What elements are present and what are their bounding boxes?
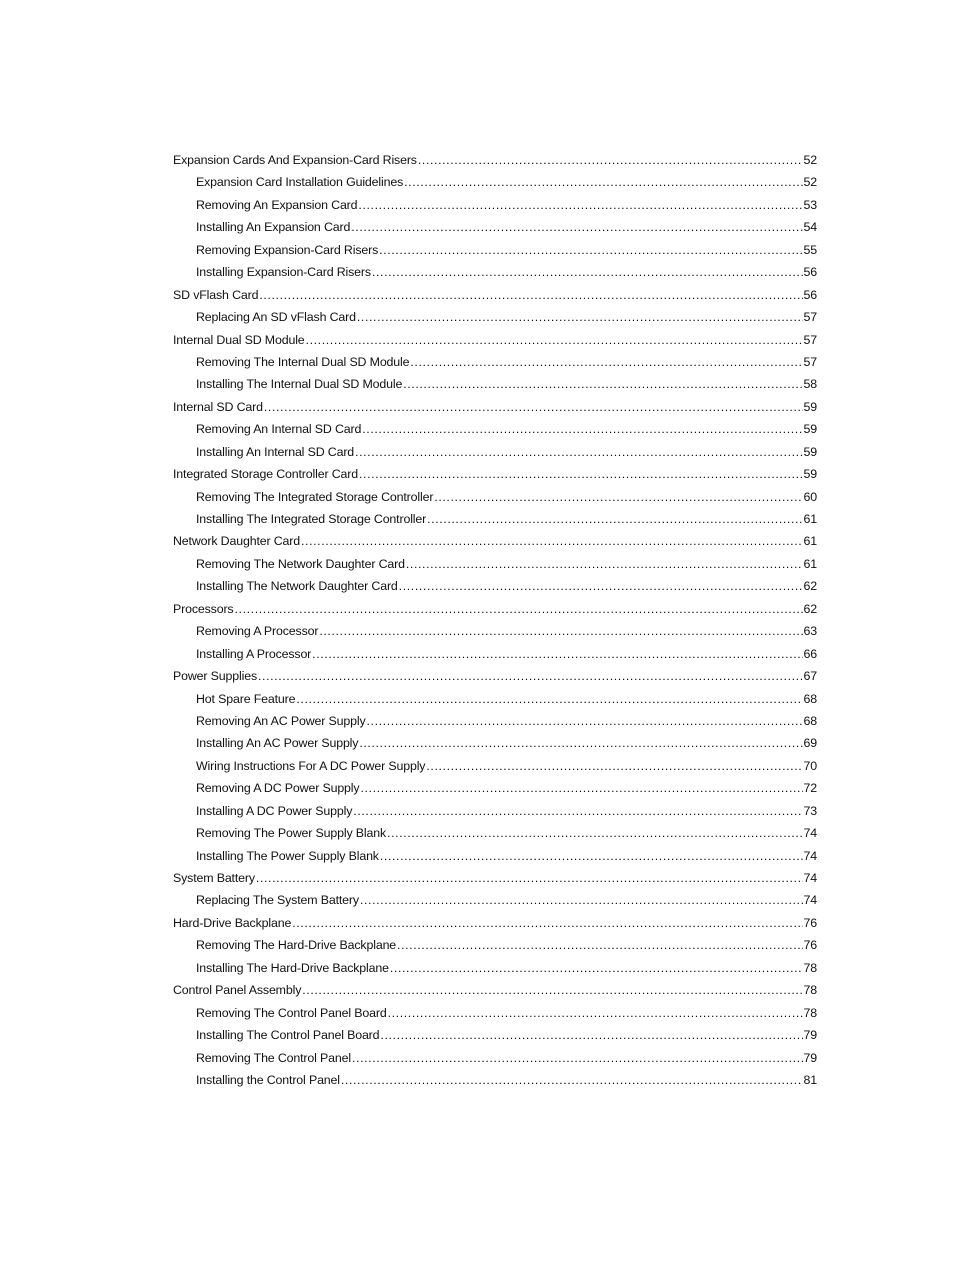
toc-entry[interactable]	[173, 508, 817, 530]
dot-leader	[292, 912, 802, 934]
dot-leader	[306, 329, 803, 351]
toc-entry-title: Removing The Control Panel	[196, 1050, 351, 1065]
toc-entry[interactable]	[173, 620, 817, 642]
toc-entry-page-number: 67	[803, 669, 817, 684]
toc-entry-title: Hot Spare Feature	[196, 691, 296, 706]
dot-leader	[359, 463, 803, 485]
toc-entry-title: Installing An Expansion Card	[196, 220, 351, 235]
dot-leader	[264, 396, 803, 418]
dot-leader	[353, 800, 802, 822]
dot-leader	[296, 688, 802, 710]
toc-entry-page-number: 74	[803, 893, 817, 908]
toc-entry[interactable]	[173, 867, 817, 889]
toc-entry-page-number: 79	[803, 1050, 817, 1065]
toc-entry-title: Installing An Internal SD Card	[196, 444, 355, 459]
toc-entry-title: Removing The Control Panel Board	[196, 1005, 387, 1020]
toc-entry-page-number: 61	[803, 534, 817, 549]
dot-leader	[357, 306, 803, 328]
toc-entry[interactable]	[173, 889, 817, 911]
toc-entry-page-number: 54	[803, 220, 817, 235]
toc-entry-title: Removing A Processor	[196, 624, 319, 639]
dot-leader	[355, 441, 802, 463]
toc-entry[interactable]	[173, 149, 817, 171]
toc-entry-title: Removing The Network Daughter Card	[196, 556, 405, 571]
toc-entry-title: Installing A DC Power Supply	[196, 803, 353, 818]
toc-entry-page-number: 68	[803, 713, 817, 728]
toc-entry[interactable]	[173, 351, 817, 373]
toc-entry-title: Installing The Internal Dual SD Module	[196, 377, 403, 392]
dot-leader	[256, 867, 803, 889]
toc-entry[interactable]	[173, 979, 817, 1001]
toc-entry[interactable]	[173, 396, 817, 418]
dot-leader	[404, 171, 802, 193]
toc-entry[interactable]	[173, 216, 817, 238]
dot-leader	[319, 620, 802, 642]
toc-entry-title: SD vFlash Card	[173, 287, 259, 302]
toc-entry[interactable]	[173, 912, 817, 934]
toc-entry-title: Removing The Internal Dual SD Module	[196, 354, 410, 369]
toc-entry[interactable]	[173, 171, 817, 193]
toc-entry[interactable]	[173, 306, 817, 328]
toc-entry-title: Installing The Hard-Drive Backplane	[196, 960, 389, 975]
toc-entry-title: Installing The Control Panel Board	[196, 1028, 380, 1043]
toc-entry-page-number: 53	[803, 197, 817, 212]
dot-leader	[387, 822, 802, 844]
dot-leader	[351, 216, 802, 238]
toc-entry-title: Replacing An SD vFlash Card	[196, 310, 356, 325]
table-of-contents	[173, 149, 817, 1091]
dot-leader	[410, 351, 802, 373]
toc-entry-title: Replacing The System Battery	[196, 893, 359, 908]
toc-entry[interactable]	[173, 329, 817, 351]
toc-entry[interactable]	[173, 575, 817, 597]
dot-leader	[362, 418, 802, 440]
toc-entry-page-number: 52	[803, 175, 817, 190]
toc-entry-title: Installing The Network Daughter Card	[196, 579, 398, 594]
dot-leader	[380, 1024, 802, 1046]
dot-leader	[372, 261, 803, 283]
toc-entry-page-number: 79	[803, 1028, 817, 1043]
toc-entry-title: Installing The Integrated Storage Controller	[196, 512, 427, 526]
toc-entry-page-number: 56	[803, 265, 817, 280]
toc-entry[interactable]	[173, 688, 817, 710]
toc-entry-title: Removing An Internal SD Card	[196, 422, 362, 437]
toc-entry-page-number: 59	[803, 422, 817, 437]
toc-entry[interactable]	[173, 418, 817, 440]
toc-entry-page-number: 78	[803, 960, 817, 975]
toc-entry-page-number: 58	[803, 377, 817, 392]
toc-entry-title: Internal SD Card	[173, 399, 263, 414]
toc-entry[interactable]	[173, 373, 817, 395]
toc-entry-page-number: 61	[803, 512, 817, 526]
toc-entry-title: Installing the Control Panel	[196, 1072, 340, 1087]
toc-entry[interactable]	[173, 1069, 817, 1091]
toc-entry[interactable]	[173, 710, 817, 732]
dot-leader	[234, 598, 802, 620]
dot-leader	[312, 643, 802, 665]
toc-entry[interactable]	[173, 239, 817, 261]
toc-entry-page-number: 74	[803, 871, 817, 885]
toc-entry[interactable]	[173, 553, 817, 575]
toc-entry-page-number: 59	[803, 467, 817, 482]
toc-entry[interactable]	[173, 822, 817, 844]
dot-leader	[259, 284, 802, 306]
dot-leader	[426, 755, 802, 777]
toc-entry[interactable]	[173, 665, 817, 687]
dot-leader	[434, 486, 802, 508]
toc-entry-title: Control Panel Assembly	[173, 983, 302, 998]
toc-entry[interactable]	[173, 643, 817, 665]
toc-entry[interactable]	[173, 957, 817, 979]
toc-entry-title: Removing The Hard-Drive Backplane	[196, 938, 397, 953]
toc-entry-title: Removing An AC Power Supply	[196, 713, 366, 728]
toc-entry-page-number: 68	[803, 691, 817, 706]
dot-leader	[302, 979, 802, 1001]
toc-entry-page-number: 57	[803, 332, 817, 347]
toc-entry[interactable]	[173, 1024, 817, 1046]
toc-entry-title: Installing A Processor	[196, 646, 312, 661]
toc-entry-title: Removing Expansion-Card Risers	[196, 242, 379, 257]
toc-entry-title: Installing The Power Supply Blank	[196, 848, 379, 863]
toc-entry[interactable]	[173, 800, 817, 822]
toc-entry[interactable]	[173, 530, 817, 552]
toc-entry-title: Power Supplies	[173, 669, 257, 684]
toc-entry-title: Network Daughter Card	[173, 534, 301, 549]
toc-entry[interactable]	[173, 441, 817, 463]
toc-entry-page-number: 56	[803, 287, 817, 302]
dot-leader	[397, 934, 802, 956]
toc-entry-page-number: 76	[803, 938, 817, 953]
toc-entry-page-number: 74	[803, 826, 817, 841]
toc-entry[interactable]	[173, 261, 817, 283]
dot-leader	[390, 957, 803, 979]
toc-entry-page-number: 62	[803, 579, 817, 594]
toc-entry-page-number: 66	[803, 646, 817, 661]
dot-leader	[352, 1047, 803, 1069]
toc-entry-title: Integrated Storage Controller Card	[173, 467, 358, 482]
toc-entry-title: Removing A DC Power Supply	[196, 781, 360, 796]
dot-leader	[359, 732, 802, 754]
toc-entry-title: Removing The Integrated Storage Controller	[196, 489, 434, 504]
toc-entry-page-number: 81	[803, 1072, 817, 1087]
toc-entry-page-number: 60	[803, 489, 817, 504]
toc-entry-page-number: 76	[803, 915, 817, 930]
dot-leader	[367, 710, 803, 732]
toc-entry[interactable]	[173, 463, 817, 485]
toc-entry-title: Expansion Card Installation Guidelines	[196, 175, 404, 190]
dot-leader	[399, 575, 803, 597]
toc-entry[interactable]	[173, 845, 817, 867]
toc-entry-title: Processors	[173, 601, 234, 616]
toc-entry-page-number: 72	[803, 781, 817, 796]
toc-entry-title: System Battery	[173, 871, 255, 885]
toc-entry[interactable]	[173, 755, 817, 777]
toc-entry[interactable]	[173, 732, 817, 754]
toc-entry[interactable]	[173, 1047, 817, 1069]
toc-entry-title: Hard-Drive Backplane	[173, 915, 292, 930]
dot-leader	[379, 239, 802, 261]
toc-entry-page-number: 70	[803, 758, 817, 773]
dot-leader	[388, 1002, 803, 1024]
toc-entry-page-number: 62	[803, 601, 817, 616]
toc-entry[interactable]	[173, 777, 817, 799]
toc-entry-title: Removing The Power Supply Blank	[196, 826, 387, 841]
toc-entry[interactable]	[173, 284, 817, 306]
toc-entry-page-number: 52	[803, 153, 817, 167]
dot-leader	[360, 889, 803, 911]
toc-entry-title: Installing An AC Power Supply	[196, 736, 359, 751]
dot-leader	[406, 553, 803, 575]
dot-leader	[341, 1069, 803, 1091]
toc-entry-title: Internal Dual SD Module	[173, 332, 305, 347]
dot-leader	[258, 665, 803, 687]
toc-entry-title: Expansion Cards And Expansion-Card Risers	[173, 153, 417, 167]
toc-entry-page-number: 55	[803, 242, 817, 257]
toc-entry[interactable]	[173, 1002, 817, 1024]
dot-leader	[427, 508, 802, 530]
toc-entry-page-number: 59	[803, 444, 817, 459]
toc-entry-page-number: 78	[803, 1005, 817, 1020]
toc-entry-title: Wiring Instructions For A DC Power Supply	[196, 758, 426, 773]
toc-entry-page-number: 78	[803, 983, 817, 998]
dot-leader	[380, 845, 803, 867]
toc-entry[interactable]	[173, 486, 817, 508]
dot-leader	[403, 373, 802, 395]
toc-entry[interactable]	[173, 598, 817, 620]
toc-entry[interactable]	[173, 934, 817, 956]
toc-entry-page-number: 63	[803, 624, 817, 639]
toc-entry-page-number: 74	[803, 848, 817, 863]
toc-entry-page-number: 57	[803, 310, 817, 325]
dot-leader	[301, 530, 803, 552]
dot-leader	[418, 149, 803, 171]
toc-entry-page-number: 69	[803, 736, 817, 751]
dot-leader	[358, 194, 802, 216]
toc-entry-title: Removing An Expansion Card	[196, 197, 358, 212]
toc-entry-page-number: 57	[803, 354, 817, 369]
toc-entry-title: Installing Expansion-Card Risers	[196, 265, 371, 280]
toc-entry-page-number: 73	[803, 803, 817, 818]
toc-entry-page-number: 61	[803, 556, 817, 571]
toc-entry-page-number: 59	[803, 399, 817, 414]
toc-entry[interactable]	[173, 194, 817, 216]
dot-leader	[360, 777, 802, 799]
